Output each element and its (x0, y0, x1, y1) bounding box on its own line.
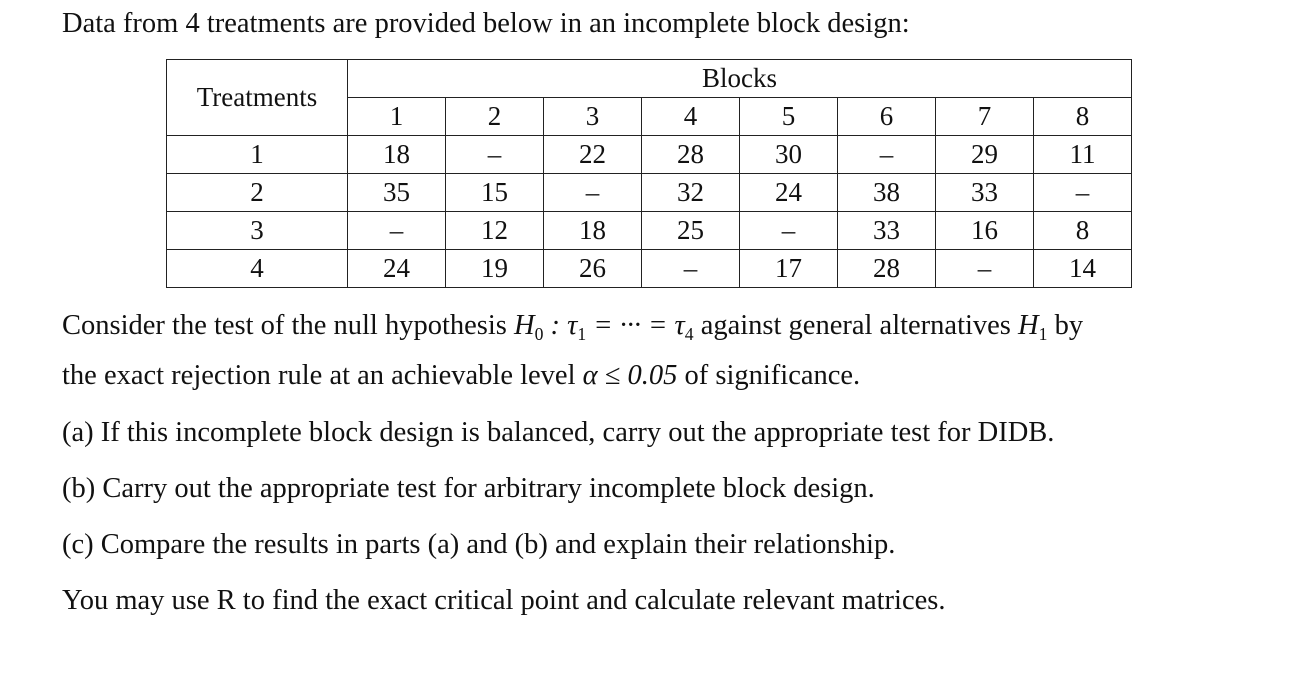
table-cell: 8 (1034, 212, 1132, 250)
tau-expression-start: : τ (543, 310, 578, 341)
table-cell: 18 (348, 136, 446, 174)
h0-subscript: 0 (534, 324, 544, 345)
table-cell: – (446, 136, 544, 174)
table-cell: 15 (446, 174, 544, 212)
block-header-1: 1 (348, 98, 446, 136)
hypothesis-suffix: by (1047, 310, 1084, 341)
table-cell: 35 (348, 174, 446, 212)
table-cell: – (348, 212, 446, 250)
h1-subscript: 1 (1038, 324, 1048, 345)
block-header-8: 8 (1034, 98, 1132, 136)
table-row (167, 174, 1132, 212)
part-b: (b) Carry out the appropriate test for arbitrary incomplete block design. (62, 473, 875, 504)
table-body (167, 136, 1132, 288)
table-cell: 16 (936, 212, 1034, 250)
hypothesis-prefix: Consider the test of the null hypothesis (62, 310, 514, 341)
table-cell: – (740, 212, 838, 250)
table-cell: – (642, 250, 740, 288)
table-cell: 33 (936, 174, 1034, 212)
table-cell: 19 (446, 250, 544, 288)
header-row-top (167, 60, 1132, 98)
treatment-label: 3 (167, 212, 348, 250)
hypothesis-line-2 (62, 358, 860, 394)
table-cell: – (838, 136, 936, 174)
table-cell: – (936, 250, 1034, 288)
h0-symbol: H (514, 310, 535, 341)
table-cell: 18 (544, 212, 642, 250)
block-header-4: 4 (642, 98, 740, 136)
closing-note: You may use R to find the exact critical point and calculate relevant matrices. (62, 585, 946, 616)
table-cell: 17 (740, 250, 838, 288)
hypothesis-line-1 (62, 308, 1083, 344)
block-header-6: 6 (838, 98, 936, 136)
alpha-expression: α ≤ 0.05 (582, 360, 678, 391)
block-header-3: 3 (544, 98, 642, 136)
table-cell: 11 (1034, 136, 1132, 174)
table-cell: 32 (642, 174, 740, 212)
rejection-rule-text: the exact rejection rule at an achievable level (62, 360, 583, 391)
hypothesis-middle: against general alternatives (693, 310, 1019, 341)
table-cell: – (544, 174, 642, 212)
table-row (167, 136, 1132, 174)
table-cell: 26 (544, 250, 642, 288)
data-table (166, 59, 1132, 288)
table-cell: 33 (838, 212, 936, 250)
treatments-header: Treatments (167, 60, 348, 136)
treatment-label: 4 (167, 250, 348, 288)
table-cell: 12 (446, 212, 544, 250)
table-cell: 24 (740, 174, 838, 212)
blocks-header: Blocks (348, 60, 1132, 98)
table-cell: 29 (936, 136, 1034, 174)
part-a: (a) If this incomplete block design is balanced, carry out the appropriate test for DIDB. (62, 417, 1055, 448)
treatment-label: 2 (167, 174, 348, 212)
table-row (167, 250, 1132, 288)
block-header-5: 5 (740, 98, 838, 136)
table-cell: – (1034, 174, 1132, 212)
table-cell: 14 (1034, 250, 1132, 288)
table-cell: 28 (642, 136, 740, 174)
treatment-label: 1 (167, 136, 348, 174)
table-cell: 28 (838, 250, 936, 288)
intro-text: Data from 4 treatments are provided below in an incomplete block design: (62, 8, 910, 39)
tau-subscript-4: 4 (684, 324, 694, 345)
table-row (167, 212, 1132, 250)
table-cell: 24 (348, 250, 446, 288)
table-cell: 25 (642, 212, 740, 250)
table-cell: 30 (740, 136, 838, 174)
tau-expression-mid: = ··· = τ (586, 310, 685, 341)
table-cell: 22 (544, 136, 642, 174)
h1-symbol: H (1018, 310, 1039, 341)
block-header-2: 2 (446, 98, 544, 136)
block-header-7: 7 (936, 98, 1034, 136)
tau-subscript-1: 1 (577, 324, 587, 345)
part-c: (c) Compare the results in parts (a) and (b) and explain their relationship. (62, 529, 896, 560)
significance-text: of significance. (677, 360, 861, 391)
table-cell: 38 (838, 174, 936, 212)
